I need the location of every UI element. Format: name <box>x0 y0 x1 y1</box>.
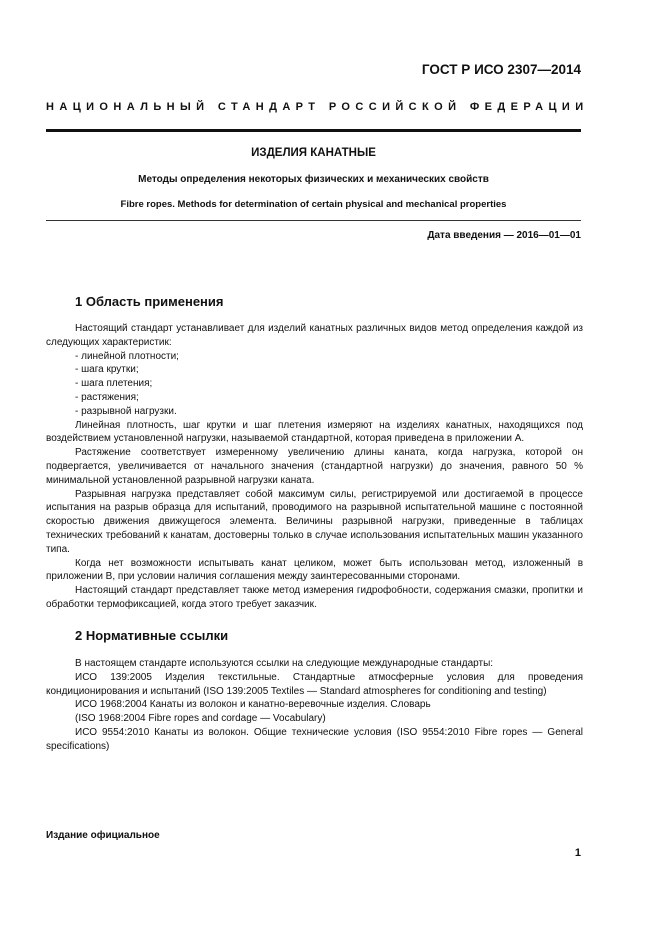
section-1-body <box>46 322 583 612</box>
paragraph: Растяжение соответствует измеренному увеличению длины каната, когда нагрузка, которой он подвергается, увеличивается от начального значения (стандартной нагрузки) до значения, равного 50 % минимальной установленной разрывной нагрузки каната. <box>46 447 583 486</box>
paragraph: Разрывная нагрузка представляет собой максимум силы, регистрируемой или достигаемой в процессе испытания на разрыв образца для испытаний, проводимого на разрывной испытательной машине с постоянной скоростью движения движущегося элемента. Величины разрывной нагрузки, приведенные в таблицах технических требований к канатам, достоверны только в случае использования испытательных машин указанного типа. <box>46 488 583 555</box>
national-standard-heading: НАЦИОНАЛЬНЫЙ СТАНДАРТ РОССИЙСКОЙ ФЕДЕРАЦИИ <box>46 101 589 113</box>
paragraph: Когда нет возможности испытывать канат целиком, может быть использован метод, изложенный в приложении В, при условии наличия соглашения между заинтересованными сторонами. <box>46 557 583 583</box>
document-code: ГОСТ Р ИСО 2307—2014 <box>421 62 581 77</box>
document-subtitle-ru: Методы определения некоторых физических и механических свойств <box>138 174 489 185</box>
header-divider <box>46 129 581 132</box>
paragraph: ИСО 9554:2010 Канаты из волокон. Общие технические условия (ISO 9554:2010 Fibre ropes — General specifications) <box>46 726 583 752</box>
section-1-heading: 1 Область применения <box>75 294 224 309</box>
introduction-date: Дата введения — 2016—01—01 <box>427 230 581 241</box>
section-1-intro: Настоящий стандарт устанавливает для изделий канатных различных видов метод определения каждой из следующих характеристик: <box>46 323 583 348</box>
section-2-body <box>46 657 583 754</box>
paragraph: ИСО 1968:2004 Канаты из волокон и канатно-веревочные изделия. Словарь <box>75 699 431 711</box>
document-title: ИЗДЕЛИЯ КАНАТНЫЕ <box>251 147 376 159</box>
title-divider <box>46 220 581 221</box>
list-item: - растяжения; <box>75 391 139 403</box>
list-item: - шага крутки; <box>75 364 139 376</box>
paragraph: ИСО 139:2005 Изделия текстильные. Стандартные атмосферные условия для проведения кондиционирования и испытаний (ISO 139:2005 Textiles — Standard atmospheres for conditioning and testing) <box>46 671 583 697</box>
list-item: - шага плетения; <box>75 378 153 390</box>
list-item: - линейной плотности; <box>75 350 179 362</box>
paragraph: Настоящий стандарт представляет также метод измерения гидрофобности, содержания смазки, пропитки и обработки термофиксацией, когда этого требует заказчик. <box>46 585 583 610</box>
page-number: 1 <box>574 847 581 859</box>
edition-note: Издание официальное <box>46 830 160 841</box>
paragraph: (ISO 1968:2004 Fibre ropes and cordage — Vocabulary) <box>75 713 326 725</box>
paragraph: В настоящем стандарте используются ссылки на следующие международные стандарты: <box>75 658 494 669</box>
paragraph: Линейная плотность, шаг крутки и шаг плетения измеряют на изделиях канатных, находящихся под воздействием установленной нагрузки, называемой стандартной, которая приведена в приложении А. <box>46 419 583 445</box>
document-subtitle-en: Fibre ropes. Methods for determination of certain physical and mechanical properties <box>120 199 507 210</box>
section-2-heading: 2 Нормативные ссылки <box>75 628 229 643</box>
list-item: - разрывной нагрузки. <box>75 405 177 417</box>
